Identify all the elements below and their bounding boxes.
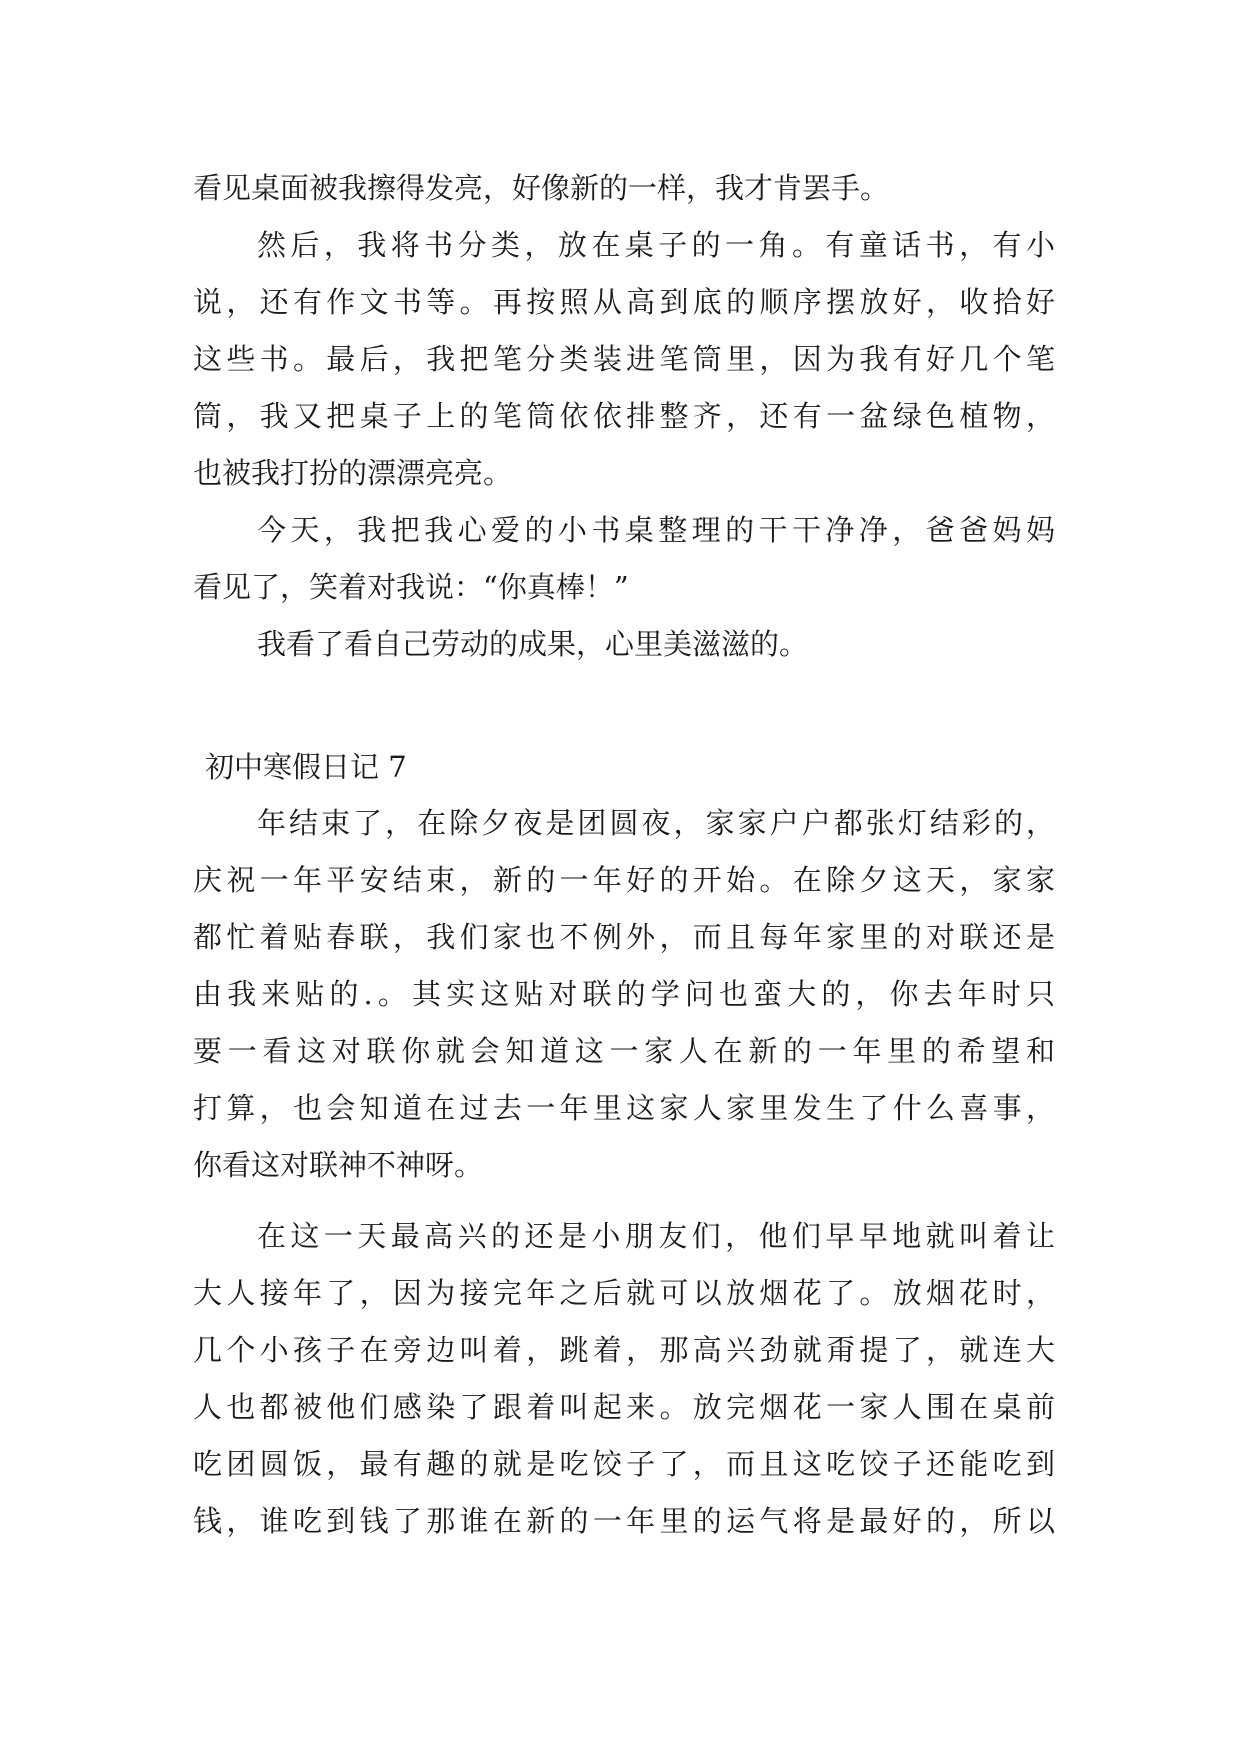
text-line: 我看了看自己劳动的成果，心里美滋滋的。 [257, 627, 809, 661]
text-line: 钱，谁吃到钱了那谁在新的一年里的运气将是最好的，所以 [193, 1504, 1055, 1538]
text-line: 也被我打扮的漂漂亮亮。 [193, 456, 513, 490]
text-line: 打算，也会知道在过去一年里这家人家里发生了什么喜事， [193, 1091, 1055, 1125]
text-line: 年结束了，在除夕夜是团圆夜，家家户户都张灯结彩的， [257, 806, 1055, 840]
text-line: 人也都被他们感染了跟着叫起来。放完烟花一家人围在桌前 [193, 1390, 1055, 1424]
text-line: 你看这对联神不神呀。 [193, 1148, 484, 1182]
text-line: 要一看这对联你就会知道这一家人在新的一年里的希望和 [193, 1034, 1055, 1068]
text-line: 然后，我将书分类，放在桌子的一角。有童话书，有小 [257, 228, 1055, 262]
text-line: 都忙着贴春联，我们家也不例外，而且每年家里的对联还是 [193, 920, 1055, 954]
text-line: 看见了，笑着对我说：“你真棒！” [193, 570, 629, 604]
text-line: 说，还有作文书等。再按照从高到底的顺序摆放好，收拾好 [193, 285, 1055, 319]
section-heading: 初中寒假日记 7 [205, 750, 407, 784]
text-line: 吃团圆饭，最有趣的就是吃饺子了，而且这吃饺子还能吃到 [193, 1447, 1055, 1481]
text-line: 筒，我又把桌子上的笔筒依依排整齐，还有一盆绿色植物， [193, 399, 1055, 433]
text-line: 看见桌面被我擦得发亮，好像新的一样，我才肯罢手。 [193, 171, 890, 205]
text-line: 大人接年了，因为接完年之后就可以放烟花了。放烟花时， [193, 1276, 1055, 1310]
text-line: 这些书。最后，我把笔分类装进笔筒里，因为我有好几个笔 [193, 342, 1055, 376]
text-line: 庆祝一年平安结束，新的一年好的开始。在除夕这天，家家 [193, 863, 1055, 897]
text-line: 几个小孩子在旁边叫着，跳着，那高兴劲就甭提了，就连大 [193, 1333, 1055, 1367]
text-line: 由我来贴的.。其实这贴对联的学问也蛮大的，你去年时只 [193, 977, 1055, 1011]
text-line: 在这一天最高兴的还是小朋友们，他们早早地就叫着让 [257, 1219, 1055, 1253]
text-line: 今天，我把我心爱的小书桌整理的干干净净，爸爸妈妈 [257, 513, 1055, 547]
